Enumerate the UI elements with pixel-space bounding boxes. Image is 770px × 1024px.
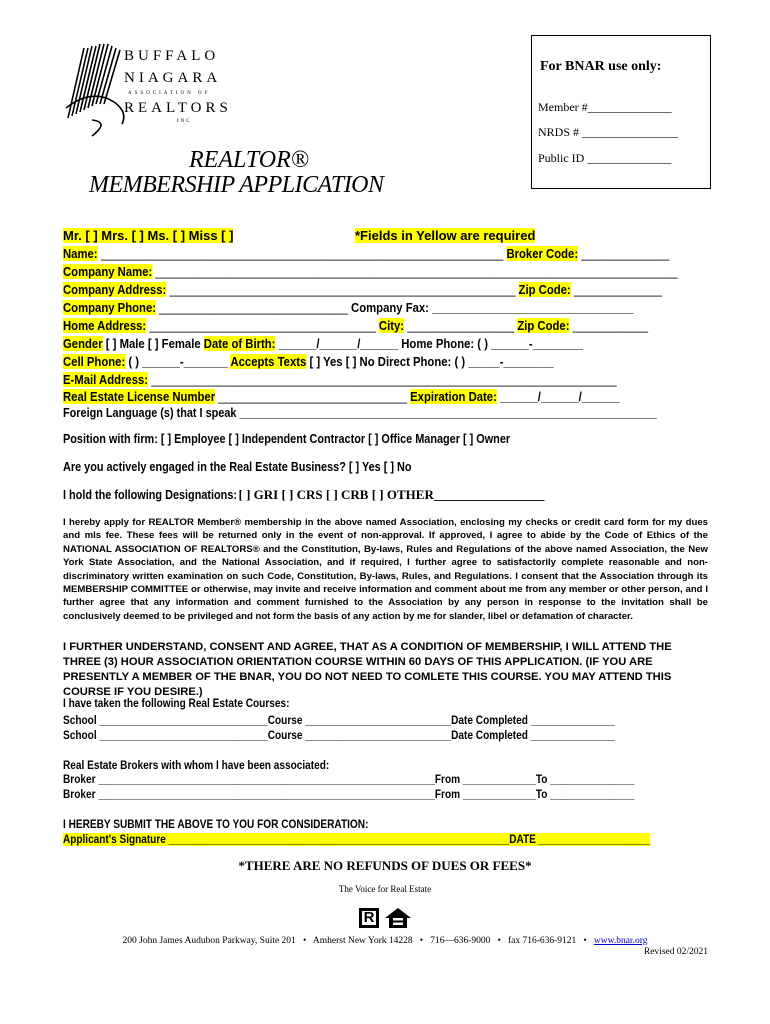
name-row: [63, 246, 669, 261]
course-row[interactable]: School ______________________________Course __________________________Date Completed _______________: [63, 729, 615, 742]
zip-code-field[interactable]: ______________: [573, 282, 662, 297]
zip-code-label: Zip Code:: [518, 282, 571, 297]
footer-city: Amherst New York 14228: [312, 936, 413, 946]
brokers-heading: Real Estate Brokers with whom I have been associated:: [63, 759, 330, 772]
accepts-texts-options[interactable]: [ ] Yes [ ] No: [309, 354, 375, 369]
company-name-field[interactable]: ___________________________________________________________________________________: [155, 264, 678, 279]
engaged-row[interactable]: Are you actively engaged in the Real Estate Business? [ ] Yes [ ] No: [63, 460, 412, 474]
license-label: Real Estate License Number: [63, 389, 216, 404]
city-label: City:: [378, 318, 405, 333]
dob-field[interactable]: ______/______/______: [278, 336, 399, 351]
broker-code-field[interactable]: ______________: [581, 246, 670, 261]
expiration-label: Expiration Date:: [410, 389, 497, 404]
designations-options[interactable]: [ ] GRI [ ] CRS [ ] CRB [ ] OTHER_________________: [238, 487, 545, 502]
office-use-title: For BNAR use only:: [540, 59, 662, 74]
logo-line-3: ASSOCIATION OF: [128, 91, 211, 96]
required-note: *Fields in Yellow are required: [355, 228, 536, 243]
email-label: E-Mail Address:: [63, 372, 149, 387]
member-number-field[interactable]: Member #______________: [538, 100, 672, 114]
cell-phone-field[interactable]: ( ) ______-_______: [128, 354, 228, 369]
logo: [62, 40, 237, 140]
accepts-texts-label: Accepts Texts: [230, 354, 307, 369]
foreign-language-row[interactable]: Foreign Language (s) that I speak _____________________________________________________________________: [63, 406, 657, 420]
company-address-label: Company Address:: [63, 282, 167, 297]
company-phone-field[interactable]: ______________________________: [159, 300, 348, 315]
footer-address-line: 200 John James Audubon Parkway, Suite 201 • Amherst New York 14228 • 716—636-9000 • fax 716-636-9121 • www.bnar.org: [122, 936, 648, 946]
name-label: Name:: [63, 246, 98, 261]
logo-line-4: REALTORS: [124, 100, 232, 116]
broker-row[interactable]: Broker ____________________________________________________________From _____________To _______________: [63, 773, 635, 786]
orientation-agreement-text: I FURTHER UNDERSTAND, CONSENT AND AGREE, THAT AS A CONDITION OF MEMBERSHIP, I WILL ATTEND THE THREE (3) HOUR ASSOCIATION ORIENTATION COURSE WITHIN 60 DAYS OF THIS APPLICATION. (IF YOU ARE PRESENTLY A MEMBER OF THE BNAR, YOU DO NOT NEED TO COMLETE THIS COURSE. YOU MAY ATTEND THIS COURSE IF YOU DESIRE.): [63, 641, 672, 698]
company-phone-row: [63, 300, 633, 315]
gender-options[interactable]: [ ] Male [ ] Female: [105, 336, 201, 351]
footer-address: 200 John James Audubon Parkway, Suite 201: [122, 936, 296, 946]
home-address-field[interactable]: ____________________________________: [149, 318, 376, 333]
company-phone-label: Company Phone:: [63, 300, 157, 315]
public-id-field[interactable]: Public ID ______________: [538, 151, 672, 165]
footer-fax: fax 716-636-9121: [507, 936, 577, 946]
nrds-number-field[interactable]: NRDS # ________________: [538, 125, 679, 139]
logo-line-1: BUFFALO: [124, 48, 220, 64]
logo-line-2: NIAGARA: [124, 70, 222, 86]
gender-row: [63, 336, 583, 351]
home-address-label: Home Address:: [63, 318, 147, 333]
company-address-row: [63, 282, 662, 297]
home-address-row: [63, 318, 648, 333]
company-name-label: Company Name:: [63, 264, 153, 279]
cell-phone-label: Cell Phone:: [63, 354, 126, 369]
home-zip-field[interactable]: ____________: [572, 318, 649, 333]
applicant-signature-field[interactable]: Applicant's Signature _____________________________________________________________DATE ____________________: [63, 833, 651, 846]
gender-label: Gender: [63, 336, 103, 351]
equal-housing-icon: [384, 907, 412, 929]
email-field[interactable]: __________________________________________________________________________: [151, 372, 617, 387]
footer-phone: 716—636-9000: [430, 936, 491, 946]
broker-code-label: Broker Code:: [506, 246, 579, 261]
company-name-row: [63, 264, 677, 279]
cell-phone-row: [63, 354, 554, 369]
name-field[interactable]: ________________________________________________________________: [100, 246, 504, 261]
position-row[interactable]: Position with firm: [ ] Employee [ ] Independent Contractor [ ] Office Manager [ ] Owner: [63, 432, 511, 446]
no-refunds-notice: *THERE ARE NO REFUNDS OF DUES OR FEES*: [238, 858, 532, 873]
designations-row: [63, 487, 544, 503]
license-row: [63, 389, 620, 404]
course-row[interactable]: School ______________________________Course __________________________Date Completed _______________: [63, 714, 615, 727]
expiration-field[interactable]: ______/______/______: [500, 389, 620, 404]
page-title-line-2: MEMBERSHIP APPLICATION: [89, 172, 384, 198]
office-use-box: [531, 35, 711, 189]
company-fax-field[interactable]: Company Fax: ________________________________: [351, 300, 634, 315]
email-row: [63, 372, 617, 387]
submit-heading: I HEREBY SUBMIT THE ABOVE TO YOU FOR CONSIDERATION:: [63, 818, 369, 831]
home-zip-label: Zip Code:: [517, 318, 570, 333]
revised-date: Revised 02/2021: [643, 947, 708, 957]
designations-label: I hold the following Designations:: [63, 488, 237, 502]
dob-label: Date of Birth:: [203, 336, 276, 351]
page-title-line-1: REALTOR®: [189, 147, 309, 173]
salutation-row: [63, 228, 233, 243]
direct-phone-field[interactable]: Direct Phone: ( ) _____-________: [377, 354, 554, 369]
city-field[interactable]: _________________: [407, 318, 515, 333]
home-phone-field[interactable]: Home Phone: ( ) ______-________: [401, 336, 583, 351]
salutation-options[interactable]: Mr. [ ] Mrs. [ ] Ms. [ ] Miss [ ]: [63, 228, 234, 243]
realtor-r-icon: R: [359, 908, 379, 928]
tagline: The Voice for Real Estate: [338, 884, 432, 894]
logo-line-5: INC: [177, 119, 192, 124]
broker-row[interactable]: Broker ____________________________________________________________From _____________To _______________: [63, 788, 635, 801]
membership-agreement-text: I hereby apply for REALTOR Member® membership in the above named Association, enclosing my checks or credit card form for my dues and mls fee. These fees will be returned only in the event of non-approval. If approved, I agree to abide by the Code of Ethics of the NATIONAL ASSOCIATION OF REALTORS® and the Constitution, By-laws, Rules and Regulations of the above named Association, the New York State Association, and the National Association, and if required, I further agree to satisfactorily complete reasonable and non-discriminatory written examination on such Code, Constitution, By-laws, Rules, and Regulations. I consent that the Association through its MEMBERSHIP COMMITTEE or otherwise, may invite and receive information and comment about me from any member or other person, and I further agree that any information and comment furnished to the Association by any person in response to the invitation shall be conclusively deemed to be privileged and not form the basis of any action by me for slander, libel or defamation of character.: [63, 517, 708, 622]
website-link[interactable]: www.bnar.org: [593, 936, 648, 946]
license-field[interactable]: ______________________________: [218, 389, 407, 404]
courses-heading: I have taken the following Real Estate Courses:: [63, 697, 290, 710]
company-address-field[interactable]: _______________________________________________________: [169, 282, 516, 297]
